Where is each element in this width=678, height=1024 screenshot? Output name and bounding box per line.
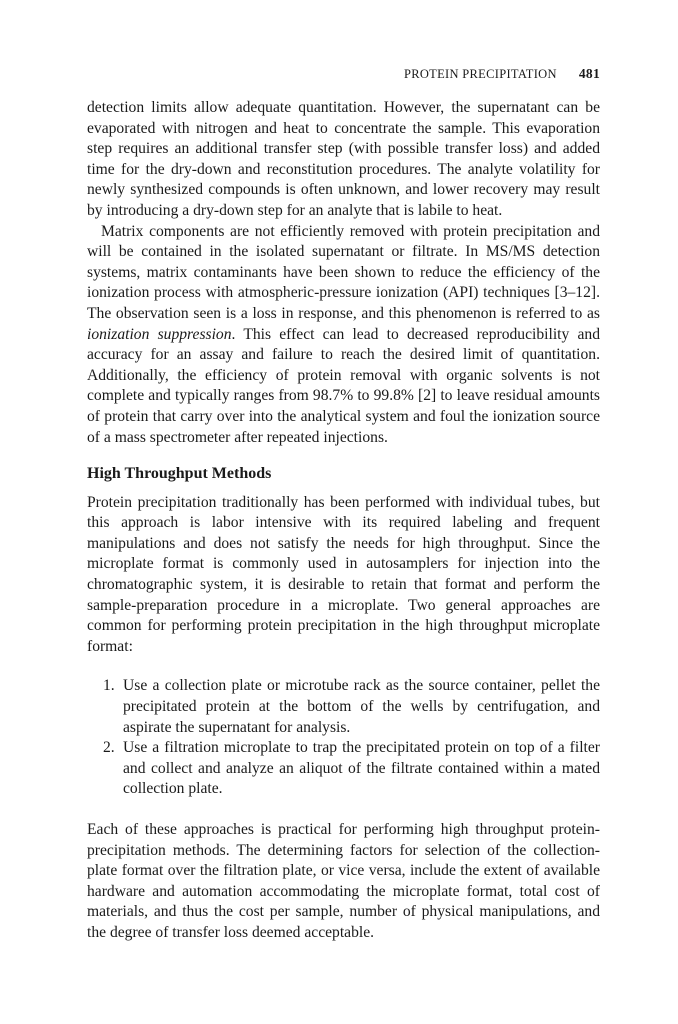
page-number: 481 <box>578 66 600 81</box>
ionization-suppression-term: ionization suppression <box>87 325 232 343</box>
section-heading: High Throughput Methods <box>87 465 272 483</box>
list-item-text: Use a collection plate or microtube rack as the source container, pellet the precipitated protein at the bottom of the wells by centrifugation, and aspirate the supernatant for analysis. <box>123 677 600 736</box>
paragraph-2-part-a: Matrix components are not efficiently removed with protein precipitation and will be contained in the isolated supernatant or filtrate. In MS/MS detection systems, matrix contaminants have been shown to reduce the efficiency of the ionization process with atmospheric-pressure ionization (API) techniques [3–12]. The observation seen is a loss in response, and this phenomenon is referred to as <box>87 222 600 322</box>
list-item-marker: 2. <box>103 739 115 757</box>
paragraph-4: Each of these approaches is practical for performing high throughput protein-precipitation methods. The determining factors for selection of the collection-plate format over the filtration plate, or vice versa, include the extent of available hardware and automation accommodating the microplate format, total cost of materials, and thus the cost per sample, number of physical manipulations, and the degree of transfer loss deemed acceptable. <box>87 821 600 941</box>
approach-list <box>87 676 600 800</box>
paragraph-1: detection limits allow adequate quantitation. However, the supernatant can be evaporated with nitrogen and heat to concentrate the sample. This evaporation step requires an additional transfer step (with possible transfer loss) and added time for the dry-down and reconstitution procedures. The analyte volatility for newly synthesized compounds is often unknown, and lower recovery may result by introducing a dry-down step for an analyte that is labile to heat. <box>87 99 600 219</box>
list-item <box>103 738 600 800</box>
list-item-marker: 1. <box>103 677 115 695</box>
body-text <box>87 98 600 944</box>
list-item <box>103 676 600 738</box>
paragraph-2 <box>87 222 600 449</box>
paragraph-3: Protein precipitation traditionally has been performed with individual tubes, but this approach is labor intensive with its required labeling and frequent manipulations and does not satisfy the needs for high throughput. Since the microplate format is commonly used in autosamplers for injection into the chromatographic system, it is desirable to retain that format and perform the sample-preparation procedure in a microplate. Two general approaches are common for performing protein precipitation in the high throughput microplate format: <box>87 493 600 655</box>
list-item-text: Use a filtration microplate to trap the precipitated protein on top of a filter and collect and analyze an aliquot of the filtrate contained within a mated collection plate. <box>123 739 600 798</box>
running-title: PROTEIN PRECIPITATION <box>403 67 557 81</box>
paragraph-2-part-b: . This effect can lead to decreased reproducibility and accuracy for an assay and failure to reach the desired limit of quantitation. Additionally, the efficiency of protein removal with organic solvents is not complete and typically ranges from 98.7% to 99.8% [2] to leave residual amounts of protein that carry over into the analytical system and foul the ionization source of a mass spectrometer after repeated injections. <box>87 325 600 446</box>
running-head <box>404 66 600 82</box>
